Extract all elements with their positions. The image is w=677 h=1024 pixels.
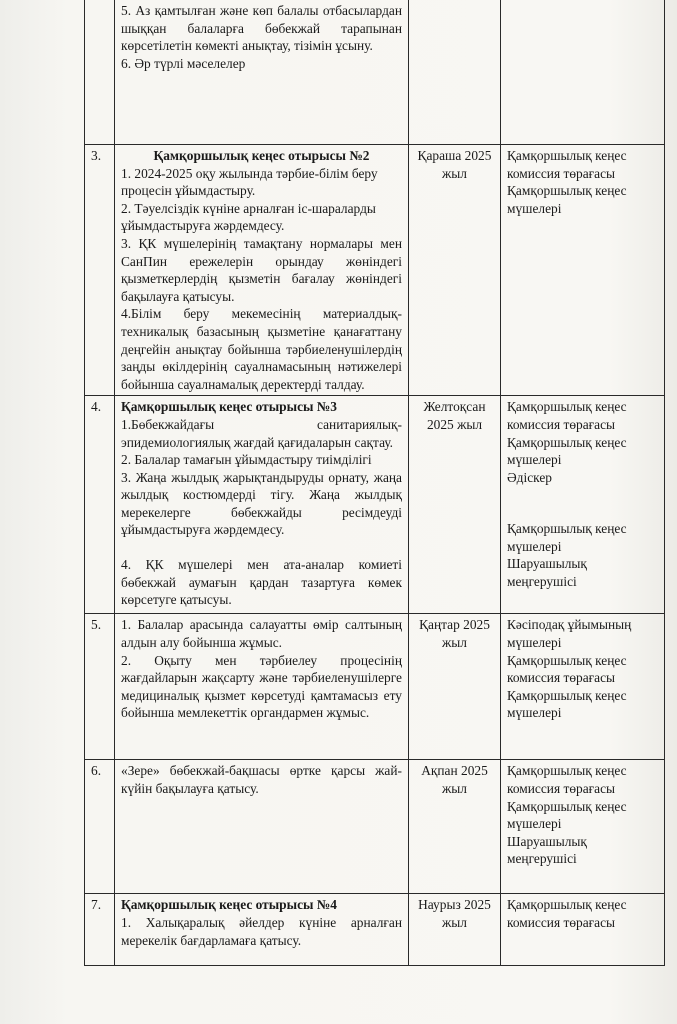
row-responsible [501,396,665,614]
row-responsible [501,0,665,145]
row-number: 6. [85,760,115,894]
table-row [85,760,665,894]
responsible-item: Қамқоршылық кеңес комиссия төрағасы [507,399,627,432]
task-item: «Зере» бөбекжай-бақшасы өртке қарсы жай-күйін бақылауға қатысу. [121,763,402,796]
responsible-item: Қамқоршылық кеңес комиссия төрағасы [507,897,627,930]
task-item: 6. Әр түрлі мәселелер [121,55,246,71]
task-item: 4.Білім беру мекемесінің материалдық-техникалық базасының қызметіне қанағаттану деңгейін анықтау бойынша тәрбиеленушілердің заңды өкілдерінің сауалнамасының нәтижелері бойынша сауалнамалық деректерді талдау. [121,306,402,392]
responsible-item: Қамқоршылық кеңес комиссия төрағасы [507,652,627,686]
responsible-item: Шаруашылық меңгерушісі [507,833,587,867]
row-date: Қараша 2025 жыл [409,145,501,396]
spacer [507,486,658,520]
task-item: 1. 2024-2025 оқу жылында тәрбие-білім беру процесін ұйымдастыру. [121,165,378,199]
plan-table [84,0,665,966]
task-item: 2. Балалар тамағын ұйымдастыру тиімділігі [121,452,372,468]
task-item: 4. ҚК мүшелері мен ата-аналар комиеті бөбекжай аумағын қардан тазартуға көмек көрсетуге қатысуы. [121,557,402,608]
row-tasks [115,0,409,145]
meeting-title: Қамқоршылық кеңес отырысы №4 [121,897,337,913]
row-tasks [115,145,409,396]
meeting-title: Қамқоршылық кеңес отырысы №2 [153,148,370,163]
responsible-item: Қамқоршылық кеңес мүшелері [507,183,627,216]
table-row [85,894,665,966]
row-date: Наурыз 2025 жыл [409,894,501,966]
responsible-item: Кәсіподақ ұйымының мүшелері [507,617,632,650]
responsible-item: Әдіскер [507,469,552,485]
row-number: 3. [85,145,115,396]
row-date: Желтоқсан 2025 жыл [409,396,501,614]
responsible-item: Қамқоршылық кеңес мүшелері [507,687,627,721]
task-item: 1. Халықаралық әйелдер күніне арналған мерекелік бағдарламаға қатысу. [121,914,402,948]
row-number: 5. [85,614,115,760]
row-date: Ақпан 2025 жыл [409,760,501,894]
row-date [409,0,501,145]
task-item: 1.Бөбекжайдағы санитариялық-эпидемиологиялық жағдай қағидаларын сақтау. [121,416,402,450]
row-tasks [115,614,409,760]
responsible-item: Қамқоршылық кеңес мүшелері [507,434,627,468]
task-item: 5. Аз қамтылған және көп балалы отбасылардан шыққан балаларға бөбекжай тарапынан көрсетілетін көмекті анықтау, тізімін ұсыну. [121,3,402,54]
task-item: 2. Тәуелсіздік күніне арналған іс-шараларды ұйымдастыруға жәрдемдесу. [121,200,376,234]
row-number: 7. [85,894,115,966]
row-number [85,0,115,145]
row-responsible [501,145,665,396]
task-item: 2. Оқыту мен тәрбиелеу процесінің жағдайларын жақсарту және тәрбиеленушілерге медициналық қызмет көрсетуді қамтамасыз ету бойынша мемлекеттік органдармен жұмыс. [121,652,402,721]
task-item: 3. Жаңа жылдық жарықтандыруды орнату, жаңа жылдық костюмдерді тігу. Жаңа жылдық мерекелерге бөбекжайды ресімдеуді ұйымдастыруға жәрдемдесу. [121,469,402,538]
row-date: Қаңтар 2025 жыл [409,614,501,760]
table-row [85,614,665,760]
task-item: 3. ҚК мүшелерінің тамақтану нормалары мен СанПин ережелерін орындау жөніндегі қызметкерлердің қызметін бағалау жөніндегі бақылауға қатысуы. [121,235,402,304]
responsible-item: Шаруашылық меңгерушісі [507,556,587,590]
responsible-item: Қамқоршылық кеңес мүшелері [507,798,627,832]
spacer [121,539,402,556]
responsible-item: Қамқоршылық кеңес комиссия төрағасы [507,763,627,796]
responsible-item: Қамқоршылық кеңес мүшелері [507,521,627,554]
row-responsible [501,614,665,760]
meeting-title: Қамқоршылық кеңес отырысы №3 [121,399,337,415]
table-row [85,0,665,145]
row-tasks [115,760,409,894]
table-row [85,396,665,614]
row-responsible [501,894,665,966]
task-item: 1. Балалар арасында салауатты өмір салтының алдын алу бойынша жұмыс. [121,617,402,650]
row-tasks [115,894,409,966]
row-tasks [115,396,409,614]
row-number: 4. [85,396,115,614]
table-row [85,145,665,396]
row-responsible [501,760,665,894]
responsible-item: Қамқоршылық кеңес комиссия төрағасы [507,148,627,181]
